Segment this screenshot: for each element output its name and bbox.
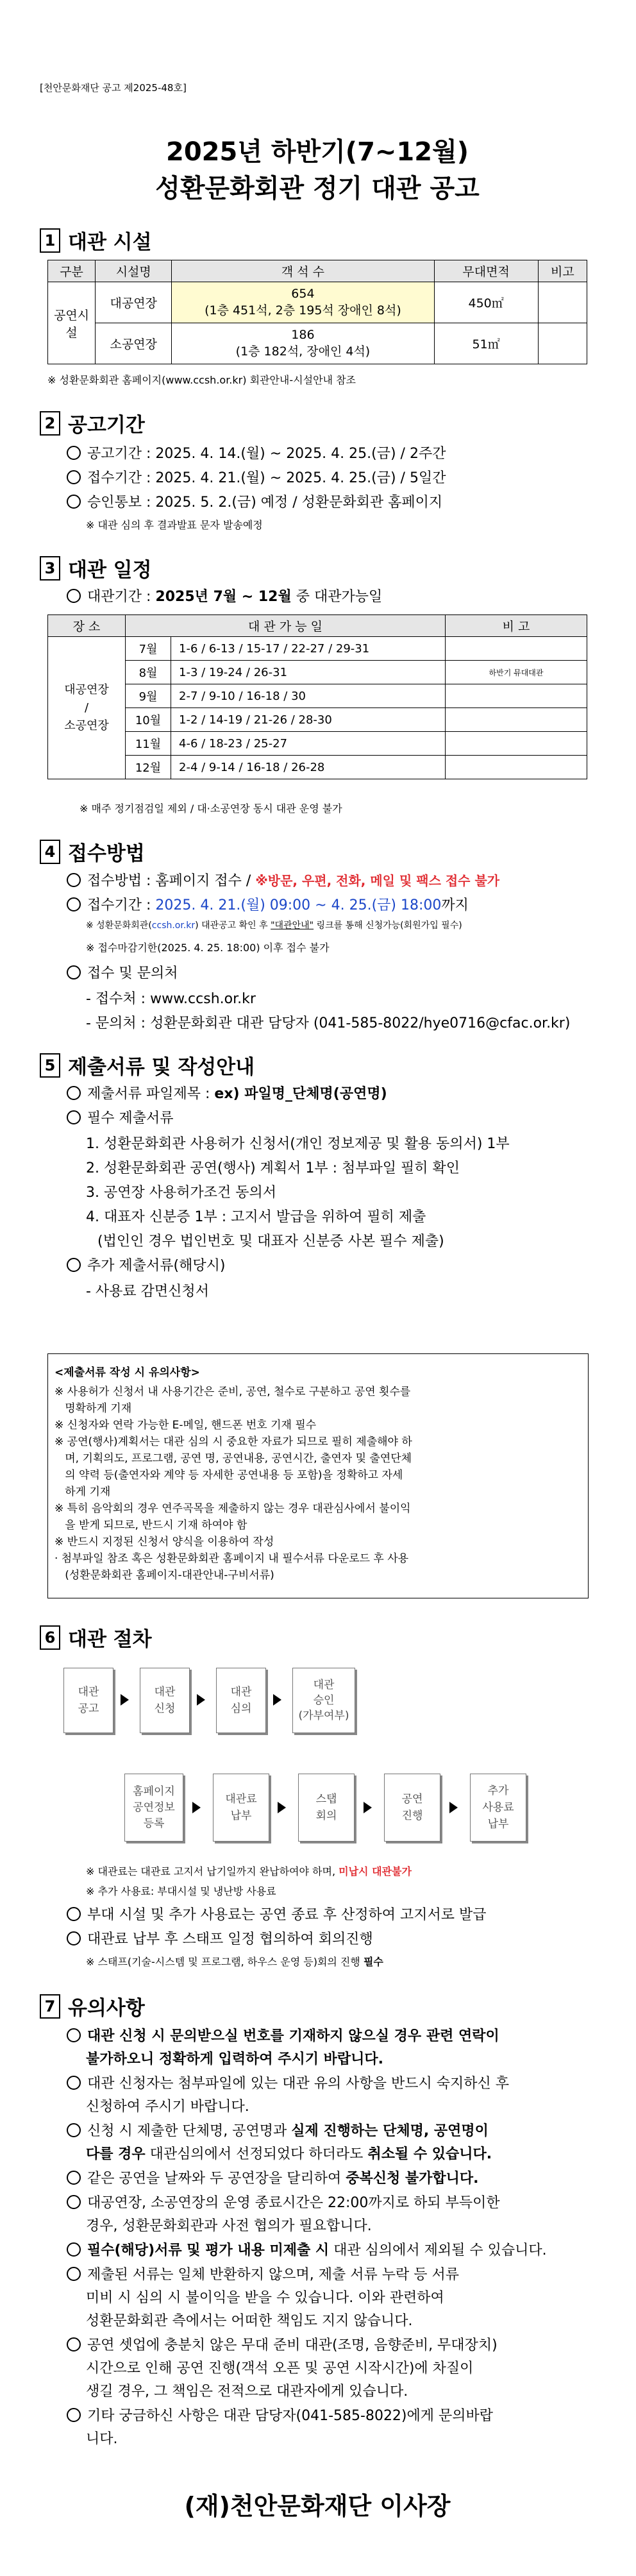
th-remarks: 비 고 xyxy=(446,615,587,637)
section-number: 1 xyxy=(40,228,60,253)
website-link[interactable]: ccsh.or.kr xyxy=(151,920,196,931)
caution-text: 대관심의에서 선정되었다 하더라도 xyxy=(145,2146,368,2162)
caution-line: 의 약력 등(출연자와 계약 등 자세한 공연내용 등 포함)을 정확하고 자세 xyxy=(54,1469,403,1482)
arrow-right-icon xyxy=(364,1802,372,1813)
arrow-right-icon xyxy=(273,1694,281,1706)
caution-text: 제출된 서류는 일체 반환하지 않으며, 제출 서류 누락 등 서류 xyxy=(87,2267,459,2283)
section-title: 대관 절차 xyxy=(68,1628,152,1651)
caution-item-cont xyxy=(86,2143,492,2163)
required-doc-note: (법인인 경우 법인번호 및 대표자 신분증 사본 필수 제출) xyxy=(97,1233,444,1250)
caution-item xyxy=(67,2334,498,2354)
schedule-table xyxy=(47,614,587,779)
remark-cell xyxy=(446,637,587,661)
application-time-label: 접수기간 : xyxy=(87,897,156,913)
caution-text-bold: 실제 진행하는 단체명, 공연명이 xyxy=(291,2123,489,2139)
arrow-right-icon xyxy=(278,1802,286,1813)
bullet-circle-icon xyxy=(67,897,81,911)
rental-period-label: 대관기간 : xyxy=(87,589,156,605)
section-title: 공고기간 xyxy=(68,414,145,437)
required-docs-heading: 필수 제출서류 xyxy=(87,1110,174,1126)
facility-table xyxy=(47,260,587,364)
caution-item-cont: 생길 경우, 그 책임은 전적으로 대관자에게 있습니다. xyxy=(86,2384,408,2400)
bullet-circle-icon xyxy=(67,1086,81,1100)
caution-item-cont: 니다. xyxy=(86,2431,118,2447)
caution-item xyxy=(67,2167,479,2187)
month-cell: 8월 xyxy=(126,661,171,684)
flow-step-notice: 대관 공고 xyxy=(63,1668,113,1733)
section-schedule-heading xyxy=(40,554,152,582)
extra-docs-line xyxy=(67,1255,225,1275)
remark-cell xyxy=(446,684,587,708)
bullet-circle-icon xyxy=(67,965,81,979)
stage-area: 450㎡ xyxy=(434,282,538,323)
caution-item xyxy=(67,2120,489,2140)
required-doc-item: 1. 성환문화회관 사용허가 신청서(개인 정보제공 및 활용 동의서) 1부 xyxy=(86,1136,510,1152)
caution-line: ※ 신청자와 연락 가능한 E-메일, 핸드폰 번호 기재 필수 xyxy=(54,1419,317,1432)
dates-cell: 2-4 / 9-14 / 16-18 / 26-28 xyxy=(171,756,446,779)
application-link-note xyxy=(86,919,462,931)
bullet-circle-icon xyxy=(67,2028,81,2042)
staff-meeting-note xyxy=(86,1954,383,1969)
notice-period: 공고기간 : 2025. 4. 14.(월) ~ 2025. 4. 25.(금) / 2주간 xyxy=(87,446,446,462)
month-cell: 11월 xyxy=(126,732,171,756)
th-available-dates: 대 관 가 능 일 xyxy=(126,615,446,637)
flow-step-performance: 공연 진행 xyxy=(384,1774,440,1842)
caution-text: 기타 궁금하신 사항은 대관 담당자(041-585-8022)에게 문의바랍 xyxy=(87,2408,494,2424)
extra-doc-item: - 사용료 감면신청서 xyxy=(86,1284,209,1300)
flow-step-review: 대관 심의 xyxy=(216,1668,266,1733)
caution-line: ※ 반드시 지정된 신청서 양식을 이용하여 작성 xyxy=(54,1536,274,1548)
caution-item xyxy=(67,2025,499,2045)
caution-item-cont: 시간으로 인해 공연 진행(객석 오픈 및 공연 시작시간)에 차질이 xyxy=(86,2360,474,2377)
facility-seats xyxy=(172,282,434,323)
flow-step-payment: 대관료 납부 xyxy=(213,1774,269,1842)
section-title: 대관 시설 xyxy=(68,231,152,254)
caution-line: ※ 특히 음악회의 경우 연주곡목을 제출하지 않는 경우 대관심사에서 불이익 xyxy=(54,1502,411,1515)
application-time-line xyxy=(67,894,469,914)
caution-line: 며, 기획의도, 프로그램, 공연 명, 공연내용, 공연시간, 출연자 및 출연단체 xyxy=(54,1452,412,1465)
caution-line: 하게 기재 xyxy=(54,1486,111,1498)
caution-item-cont: 불가하오니 정확하게 입력하여 주시기 바랍니다. xyxy=(86,2051,384,2067)
staff-note-required: 필수 xyxy=(363,1956,383,1968)
rental-period-line xyxy=(67,586,382,606)
section-number: 4 xyxy=(40,840,60,864)
fee-note xyxy=(86,1863,412,1878)
extra-docs-heading: 추가 제출서류(해당시) xyxy=(87,1258,226,1274)
caution-text-bold: 다를 경우 xyxy=(86,2146,146,2162)
caution-text: 공연 셋업에 충분치 않은 무대 준비 대관(조명, 음향준비, 무대장치) xyxy=(87,2337,498,2353)
caution-line: ※ 공연(행사)계획서는 대관 심의 시 중요한 자료가 되므로 필히 제출해야 하 xyxy=(54,1436,412,1448)
section-period-heading xyxy=(40,409,145,437)
th-remarks: 비고 xyxy=(538,260,587,282)
bullet-circle-icon xyxy=(67,2267,81,2281)
remark-cell: 하반기 뮤대대관 xyxy=(446,661,587,684)
venue-cell: 대공연장 / 소공연장 xyxy=(48,637,126,779)
caution-text: 대관 신청 시 문의받으실 번호를 기재하지 않으실 경우 관련 연락이 xyxy=(87,2028,499,2044)
bullet-circle-icon xyxy=(67,1907,81,1921)
fee-note-text: ※ 대관료는 대관료 고지서 납기일까지 완납하여야 하며, xyxy=(86,1865,339,1877)
dates-cell: 1-2 / 14-19 / 21-26 / 28-30 xyxy=(171,708,446,732)
month-cell: 9월 xyxy=(126,684,171,708)
arrow-right-icon xyxy=(121,1694,129,1706)
bullet-circle-icon xyxy=(67,446,81,460)
month-cell: 10월 xyxy=(126,708,171,732)
section-number: 2 xyxy=(40,411,60,436)
section-facilities-heading xyxy=(40,226,152,255)
section-title: 대관 일정 xyxy=(68,559,152,582)
seat-count: 186 xyxy=(291,328,315,342)
facility-name: 소공연장 xyxy=(96,323,172,364)
approval-date: 승인통보 : 2025. 5. 2.(금) 예정 / 성환문화회관 홈페이지 xyxy=(87,495,443,511)
bullet-circle-icon xyxy=(67,495,81,509)
th-seats: 객 석 수 xyxy=(172,260,434,282)
issuer-signature: (재)천안문화재단 이사장 xyxy=(184,2492,451,2520)
application-time-suffix: 까지 xyxy=(441,897,469,913)
required-doc-item: 3. 공연장 사용허가조건 동의서 xyxy=(86,1185,276,1201)
caution-item-cont: 성환문화회관 측에서는 어떠한 책임도 지지 않습니다. xyxy=(86,2313,413,2329)
application-site: - 접수처 : www.ccsh.or.kr xyxy=(86,991,256,1007)
documents-caution-box xyxy=(47,1353,589,1598)
bullet-circle-icon xyxy=(67,2337,81,2351)
bullet-circle-icon xyxy=(67,1931,81,1945)
note-text: "대관안내" xyxy=(271,920,314,931)
procedure-line xyxy=(67,1928,373,1948)
notice-period-line xyxy=(67,443,446,462)
caution-item xyxy=(67,2072,509,2092)
application-period-line xyxy=(67,467,446,487)
bullet-circle-icon xyxy=(67,2171,81,2185)
caution-item-cont: 경우, 성환문화회관과 사전 협의가 필요합니다. xyxy=(86,2218,372,2234)
notice-subtitle: 성환문화회관 정기 대관 공고 xyxy=(155,174,480,203)
bullet-circle-icon xyxy=(67,873,81,887)
dates-cell: 1-3 / 19-24 / 26-31 xyxy=(171,661,446,684)
caution-line: ※ 사용허가 신청서 내 사용기간은 준비, 공연, 철수로 구분하고 공연 횟수를 xyxy=(54,1385,411,1398)
seat-detail: (1층 182석, 장애인 4석) xyxy=(235,344,371,359)
facility-seats xyxy=(172,323,434,364)
th-stage-area: 무대면적 xyxy=(434,260,538,282)
application-period: 접수기간 : 2025. 4. 21.(월) ~ 2025. 4. 25.(금) / 5일간 xyxy=(87,470,446,486)
contact-heading: 접수 및 문의처 xyxy=(87,965,178,981)
arrow-right-icon xyxy=(197,1694,205,1706)
bullet-circle-icon xyxy=(67,2242,81,2257)
rental-period-suffix: 중 대관가능일 xyxy=(291,589,383,605)
section-number: 6 xyxy=(40,1625,60,1650)
rental-period-range: 2025년 7월 ~ 12월 xyxy=(155,589,292,605)
procedure-text: 부대 시설 및 추가 사용료는 공연 종료 후 산정하여 고지서로 발급 xyxy=(87,1907,487,1923)
seat-detail: (1층 451석, 2층 195석 장애인 8석) xyxy=(205,303,401,318)
deadline-note: ※ 접수마감기한(2025. 4. 25. 18:00) 이후 접수 불가 xyxy=(86,942,330,954)
staff-note-text: ※ 스태프(기술-시스템 및 프로그램, 하우스 운영 등)회의 진행 xyxy=(86,1956,364,1968)
section-procedure-heading xyxy=(40,1623,152,1652)
section-number: 5 xyxy=(40,1053,60,1078)
extra-fee-note: ※ 추가 사용료: 부대시설 및 냉난방 사용료 xyxy=(86,1885,276,1897)
stage-area: 51㎡ xyxy=(434,323,538,364)
caution-title: <제출서류 작성 시 유의사항> xyxy=(54,1366,200,1379)
file-name-example: ex) 파일명_단체명(공연명) xyxy=(214,1086,387,1102)
caution-item xyxy=(67,2405,493,2425)
notice-title: 2025년 하반기(7~12월) xyxy=(165,137,469,167)
procedure-text: 대관료 납부 후 스태프 일정 협의하여 회의진행 xyxy=(87,1931,373,1947)
remark-cell xyxy=(446,756,587,779)
bullet-circle-icon xyxy=(67,1258,81,1272)
bullet-circle-icon xyxy=(67,1110,81,1124)
caution-line: 명확하게 기재 xyxy=(54,1402,132,1415)
section-number: 3 xyxy=(40,556,60,580)
note-text: ※ 성환문화회관( xyxy=(86,920,152,931)
dates-cell: 2-7 / 9-10 / 16-18 / 30 xyxy=(171,684,446,708)
th-facility: 시설명 xyxy=(96,260,172,282)
flow-step-register: 홈페이지 공연정보 등록 xyxy=(124,1774,183,1842)
month-cell: 12월 xyxy=(126,756,171,779)
section-application-heading xyxy=(40,837,145,866)
required-docs-line xyxy=(67,1107,174,1127)
caution-item xyxy=(67,2192,500,2212)
period-note: ※ 대관 심의 후 결과발표 문자 발송예정 xyxy=(86,519,263,531)
flow-step-approval: 대관 승인 (가부여부) xyxy=(292,1668,355,1733)
facility-name: 대공연장 xyxy=(96,282,172,323)
contact-info: - 문의처 : 성환문화회관 대관 담당자 (041-585-8022/hye0716@cfac.or.kr) xyxy=(86,1015,571,1031)
required-doc-item: 4. 대표자 신분증 1부 : 고지서 발급을 위하여 필히 제출 xyxy=(86,1209,426,1225)
caution-text-bold: 중복신청 불가합니다. xyxy=(346,2171,479,2187)
month-cell: 7월 xyxy=(126,637,171,661)
application-method: 접수방법 : 홈페이지 접수 / xyxy=(87,873,256,889)
application-method-line xyxy=(67,870,499,890)
caution-text: 대관 신청자는 첨부파일에 있는 대관 유의 사항을 반드시 숙지하신 후 xyxy=(87,2076,509,2092)
dates-cell: 1-6 / 6-13 / 15-17 / 22-27 / 29-31 xyxy=(171,637,446,661)
facility-remark xyxy=(538,323,587,364)
approval-line xyxy=(67,491,442,511)
caution-text-bold: 취소될 수 있습니다. xyxy=(367,2146,492,2162)
section-documents-heading xyxy=(40,1051,255,1080)
note-text: ) 대관공고 확인 후 xyxy=(195,920,271,931)
bullet-circle-icon xyxy=(67,2195,81,2209)
caution-item-cont: 미비 시 심의 시 불이익을 받을 수 있습니다. 이와 관련하여 xyxy=(86,2290,444,2306)
file-name-line xyxy=(67,1083,387,1103)
caution-text: 대관 심의에서 제외될 수 있습니다. xyxy=(329,2242,547,2258)
section-title: 제출서류 및 작성안내 xyxy=(68,1056,255,1079)
seat-count: 654 xyxy=(291,287,315,301)
application-restriction: ※방문, 우편, 전화, 메일 및 팩스 접수 불가 xyxy=(255,873,500,888)
caution-text: 같은 공연을 날짜와 두 공연장을 달리하여 xyxy=(87,2171,346,2187)
caution-line: (성환문화회관 홈페이지-대관안내-구비서류) xyxy=(54,1569,274,1582)
note-text: 링크를 통해 신청가능(회원가입 필수) xyxy=(314,920,462,931)
caution-line: 을 받게 되므로, 반드시 기재 하여야 함 xyxy=(54,1519,247,1532)
bullet-circle-icon xyxy=(67,2123,81,2137)
flow-step-extra-fee: 추가 사용료 납부 xyxy=(470,1774,526,1842)
procedure-line xyxy=(67,1904,487,1924)
remark-cell xyxy=(446,732,587,756)
caution-item xyxy=(67,2239,547,2259)
caution-item-cont: 신청하여 주시기 바랍니다. xyxy=(86,2099,249,2115)
fee-note-warning: 미납시 대관불가 xyxy=(339,1865,412,1877)
caution-text: 신청 시 제출한 단체명, 공연명과 xyxy=(87,2123,292,2139)
application-time-range: 2025. 4. 21.(월) 09:00 ~ 4. 25.(금) 18:00 xyxy=(155,897,442,913)
section-title: 유의사항 xyxy=(68,1997,145,2020)
section-number: 7 xyxy=(40,1994,60,2019)
bullet-circle-icon xyxy=(67,470,81,484)
facility-note: ※ 성환문화회관 홈페이지(www.ccsh.or.kr) 회관안내-시설안내 참조 xyxy=(47,374,356,386)
arrow-right-icon xyxy=(449,1802,458,1813)
bullet-circle-icon xyxy=(67,2076,81,2090)
bullet-circle-icon xyxy=(67,589,81,603)
section-cautions-heading xyxy=(40,1992,145,2021)
required-doc-item: 2. 성환문화회관 공연(행사) 계획서 1부 : 첨부파일 필히 확인 xyxy=(86,1160,460,1176)
th-venue: 장 소 xyxy=(48,615,126,637)
caution-text: 대공연장, 소공연장의 운영 종료시간은 22:00까지로 하되 부득이한 xyxy=(87,2195,500,2211)
remark-cell xyxy=(446,708,587,732)
caution-line: · 첨부파일 참조 혹은 성환문화회관 홈페이지 내 필수서류 다운로드 후 사용 xyxy=(54,1552,409,1565)
section-title: 접수방법 xyxy=(68,842,145,865)
th-category: 구분 xyxy=(48,260,96,282)
facility-category: 공연시설 xyxy=(48,282,96,364)
flow-step-staff-meeting: 스탭 회의 xyxy=(298,1774,355,1842)
dates-cell: 4-6 / 18-23 / 25-27 xyxy=(171,732,446,756)
arrow-right-icon xyxy=(192,1802,201,1813)
notice-reference: [천안문화재단 공고 제2025-48호] xyxy=(40,82,187,94)
schedule-note: ※ 매주 정기점검일 제외 / 대·소공연장 동시 대관 운영 불가 xyxy=(80,802,342,815)
file-name-label: 제출서류 파일제목 : xyxy=(87,1086,215,1102)
facility-remark xyxy=(538,282,587,323)
contact-heading-line xyxy=(67,962,178,982)
caution-item xyxy=(67,2264,459,2284)
bullet-circle-icon xyxy=(67,2408,81,2422)
flow-step-apply: 대관 신청 xyxy=(140,1668,190,1733)
caution-text-bold: 필수(해당)서류 및 평가 내용 미제출 시 xyxy=(87,2242,330,2258)
